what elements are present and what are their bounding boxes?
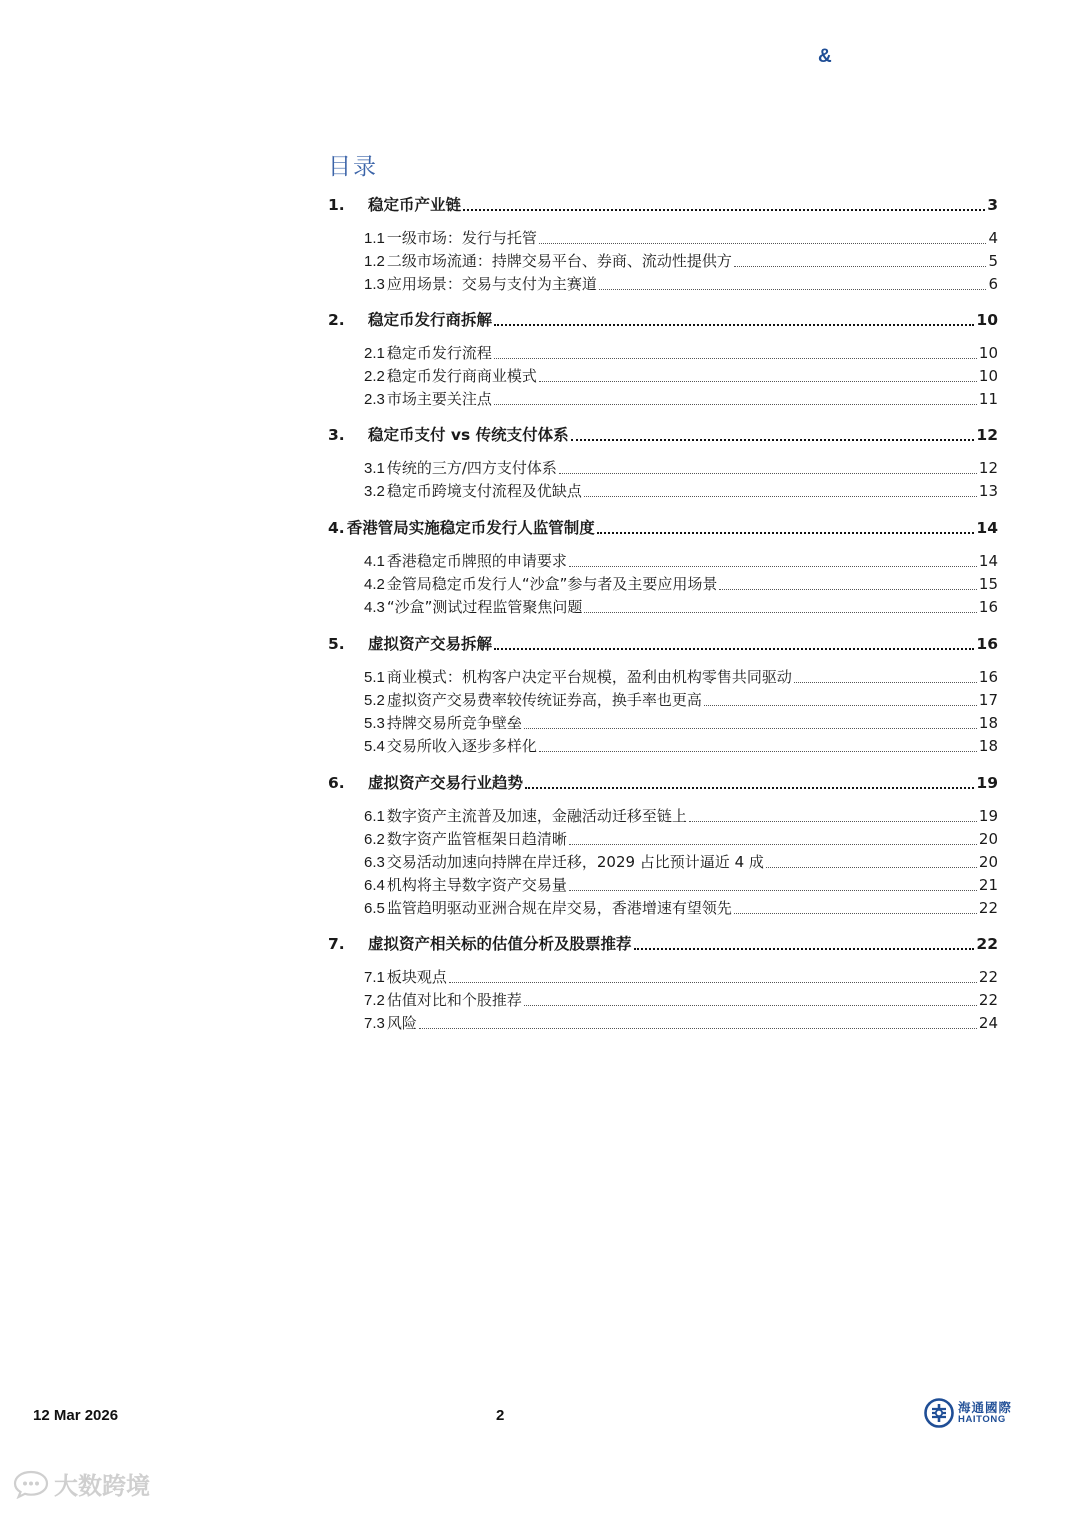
toc-page: 15 xyxy=(978,575,998,593)
toc-number: 5.3 xyxy=(364,715,385,732)
toc-label: 板块观点 xyxy=(386,968,447,986)
toc-number: 3.2 xyxy=(364,483,385,500)
toc-label: 一级市场：发行与托管 xyxy=(386,229,537,247)
dot-leader xyxy=(734,913,977,914)
watermark xyxy=(12,1466,150,1501)
toc-number: 1.1 xyxy=(364,230,385,247)
toc-title: 目录 xyxy=(328,154,378,180)
header-symbol: & xyxy=(818,46,832,67)
toc-number: 6.2 xyxy=(364,831,385,848)
toc-entry-6-4[interactable] xyxy=(364,874,998,895)
dot-leader xyxy=(539,243,987,244)
toc-page: 18 xyxy=(978,714,998,732)
toc-label: “沙盒”测试过程监管聚焦问题 xyxy=(386,598,583,616)
dot-leader xyxy=(494,358,977,359)
toc-number: 7.1 xyxy=(364,969,385,986)
dot-leader xyxy=(494,324,974,326)
toc-label: 稳定币支付 vs 传统支付体系 xyxy=(368,426,569,444)
toc-number: 6.4 xyxy=(364,877,385,894)
toc-page: 10 xyxy=(978,344,998,362)
toc-page: 13 xyxy=(978,482,998,500)
toc-label: 虚拟资产交易费率较传统证券高，换手率也更高 xyxy=(386,691,702,709)
toc-label: 虚拟资产相关标的估值分析及股票推荐 xyxy=(368,935,632,953)
toc-entry-1-1[interactable] xyxy=(364,227,998,248)
toc-entry-3-2[interactable] xyxy=(364,480,998,501)
toc-entry-5-3[interactable] xyxy=(364,712,998,733)
haitong-logo-icon xyxy=(924,1398,954,1428)
dot-leader xyxy=(569,844,977,845)
toc-number: 5.4 xyxy=(364,738,385,755)
toc-entry-4-3[interactable] xyxy=(364,596,998,617)
toc-entry-6-1[interactable] xyxy=(364,805,998,826)
dot-leader xyxy=(419,1028,977,1029)
dot-leader xyxy=(584,496,977,497)
toc-number: 4. xyxy=(328,519,345,537)
dot-leader xyxy=(449,982,977,983)
toc-page: 16 xyxy=(978,598,998,616)
dot-leader xyxy=(719,589,977,590)
toc-page: 19 xyxy=(978,807,998,825)
toc-entry-1-3[interactable] xyxy=(364,273,998,294)
toc-label: 稳定币产业链 xyxy=(368,196,462,214)
toc-number: 6.3 xyxy=(364,854,385,871)
toc-entry-7[interactable] xyxy=(328,932,998,954)
toc-label: 持牌交易所竞争壁垒 xyxy=(386,714,522,732)
toc-entry-2-1[interactable] xyxy=(364,342,998,363)
toc-page: 10 xyxy=(976,311,998,329)
toc-label: 金管局稳定币发行人“沙盒”参与者及主要应用场景 xyxy=(386,575,718,593)
toc-number: 7.3 xyxy=(364,1015,385,1032)
toc-number: 2.2 xyxy=(364,368,385,385)
toc-page: 16 xyxy=(976,635,998,653)
dot-leader xyxy=(463,209,985,211)
toc-number: 4.3 xyxy=(364,599,385,616)
toc-label: 二级市场流通：持牌交易平台、券商、流动性提供方 xyxy=(386,252,732,270)
toc-number: 1.2 xyxy=(364,253,385,270)
toc-page: 10 xyxy=(978,367,998,385)
toc-entry-2-3[interactable] xyxy=(364,388,998,409)
toc-entry-5-1[interactable] xyxy=(364,666,998,687)
dot-leader xyxy=(597,532,975,534)
dot-leader xyxy=(599,289,987,290)
toc-page: 11 xyxy=(978,390,998,408)
chat-bubble-icon xyxy=(12,1469,50,1499)
toc-page: 24 xyxy=(978,1014,998,1032)
dot-leader xyxy=(634,948,975,950)
toc-label: 香港稳定币牌照的申请要求 xyxy=(386,552,567,570)
toc-page: 20 xyxy=(978,853,998,871)
toc-page: 5 xyxy=(988,252,998,270)
toc-label: 数字资产主流普及加速，金融活动迁移至链上 xyxy=(386,807,687,825)
toc-label: 市场主要关注点 xyxy=(386,390,492,408)
toc-page: 18 xyxy=(978,737,998,755)
toc-number: 6.1 xyxy=(364,808,385,825)
toc-page: 19 xyxy=(976,774,998,792)
toc-page: 6 xyxy=(988,275,998,293)
toc-page: 22 xyxy=(978,899,998,917)
footer-page-number: 2 xyxy=(496,1407,505,1424)
toc-label: 数字资产监管框架日趋清晰 xyxy=(386,830,567,848)
toc-label: 稳定币跨境支付流程及优缺点 xyxy=(386,482,582,500)
toc-entry-3[interactable] xyxy=(328,423,998,445)
toc-entry-7-3[interactable] xyxy=(364,1012,998,1033)
toc-page: 16 xyxy=(978,668,998,686)
toc-entry-5-2[interactable] xyxy=(364,689,998,710)
toc-entry-7-1[interactable] xyxy=(364,966,998,987)
toc-number: 1. xyxy=(328,196,345,214)
dot-leader xyxy=(525,787,974,789)
dot-leader xyxy=(704,705,977,706)
toc-page: 4 xyxy=(988,229,998,247)
watermark-text: 大数跨境 xyxy=(54,1472,150,1500)
toc-label: 应用场景：交易与支付为主赛道 xyxy=(386,275,597,293)
toc-page: 3 xyxy=(987,196,998,214)
toc-entry-4[interactable] xyxy=(328,516,998,538)
toc-entry-6-3[interactable] xyxy=(364,851,998,872)
toc-number: 1.3 xyxy=(364,276,385,293)
dot-leader xyxy=(569,566,977,567)
toc-page: 14 xyxy=(978,552,998,570)
toc-entry-5-4[interactable] xyxy=(364,735,998,756)
toc-entry-4-2[interactable] xyxy=(364,573,998,594)
toc-label: 传统的三方/四方支付体系 xyxy=(386,459,557,477)
dot-leader xyxy=(539,751,977,752)
toc-label: 稳定币发行商商业模式 xyxy=(386,367,537,385)
toc-label: 稳定币发行流程 xyxy=(386,344,492,362)
toc-number: 6. xyxy=(328,774,345,792)
toc-entry-6-5[interactable] xyxy=(364,897,998,918)
toc-page: 12 xyxy=(978,459,998,477)
toc-label: 机构将主导数字资产交易量 xyxy=(386,876,567,894)
toc-number: 7.2 xyxy=(364,992,385,1009)
toc-number: 5.2 xyxy=(364,692,385,709)
toc-entry-2[interactable] xyxy=(328,308,998,330)
toc-entry-5[interactable] xyxy=(328,632,998,654)
toc-page: 22 xyxy=(976,935,998,953)
dot-leader xyxy=(494,648,974,650)
toc-label: 虚拟资产交易拆解 xyxy=(368,635,493,653)
toc-page: 20 xyxy=(978,830,998,848)
toc-label: 估值对比和个股推荐 xyxy=(386,991,522,1009)
toc-number: 4.2 xyxy=(364,576,385,593)
toc-entry-6-2[interactable] xyxy=(364,828,998,849)
toc-number: 7. xyxy=(328,935,345,953)
toc-entry-1[interactable] xyxy=(328,193,998,215)
toc-number: 5.1 xyxy=(364,669,385,686)
toc-label: 商业模式：机构客户决定平台规模，盈利由机构零售共同驱动 xyxy=(386,668,792,686)
toc-label: 虚拟资产交易行业趋势 xyxy=(368,774,524,792)
dot-leader xyxy=(524,728,977,729)
toc-label: 稳定币发行商拆解 xyxy=(368,311,493,329)
toc-number: 5. xyxy=(328,635,345,653)
logo-text-cn: 海通國際 xyxy=(958,1400,1013,1416)
toc-label: 监管趋明驱动亚洲合规在岸交易，香港增速有望领先 xyxy=(386,899,732,917)
toc-entry-6[interactable] xyxy=(328,771,998,793)
dot-leader xyxy=(794,682,977,683)
toc-entry-2-2[interactable] xyxy=(364,365,998,386)
toc-page: 12 xyxy=(976,426,998,444)
toc-page: 22 xyxy=(978,991,998,1009)
dot-leader xyxy=(559,473,977,474)
toc-number: 6.5 xyxy=(364,900,385,917)
footer-date: 12 Mar 2026 xyxy=(33,1407,119,1424)
toc-entry-3-1[interactable] xyxy=(364,457,998,478)
toc-number: 3. xyxy=(328,426,345,444)
toc-entry-1-2[interactable] xyxy=(364,250,998,271)
logo-text-en: HAITONG xyxy=(958,1413,1006,1425)
dot-leader xyxy=(584,612,977,613)
dot-leader xyxy=(539,381,977,382)
toc-number: 2. xyxy=(328,311,345,329)
haitong-logo xyxy=(924,1398,1012,1428)
dot-leader xyxy=(494,404,977,405)
toc-number: 4.1 xyxy=(364,553,385,570)
toc-label: 交易活动加速向持牌在岸迁移，2029 占比预计逼近 4 成 xyxy=(386,853,764,871)
toc-number: 3.1 xyxy=(364,460,385,477)
toc-label: 交易所收入逐步多样化 xyxy=(386,737,537,755)
dot-leader xyxy=(571,439,975,441)
dot-leader xyxy=(569,890,977,891)
toc-label: 风险 xyxy=(386,1014,417,1032)
toc-page: 17 xyxy=(978,691,998,709)
dot-leader xyxy=(689,821,977,822)
dot-leader xyxy=(766,867,977,868)
toc-label: 香港管局实施稳定币发行人监管制度 xyxy=(346,519,595,537)
dot-leader xyxy=(734,266,987,267)
toc-entry-7-2[interactable] xyxy=(364,989,998,1010)
dot-leader xyxy=(524,1005,977,1006)
toc-number: 2.1 xyxy=(364,345,385,362)
toc-page: 22 xyxy=(978,968,998,986)
toc-page: 21 xyxy=(978,876,998,894)
toc-number: 2.3 xyxy=(364,391,385,408)
toc-entry-4-1[interactable] xyxy=(364,550,998,571)
toc-page: 14 xyxy=(976,519,998,537)
